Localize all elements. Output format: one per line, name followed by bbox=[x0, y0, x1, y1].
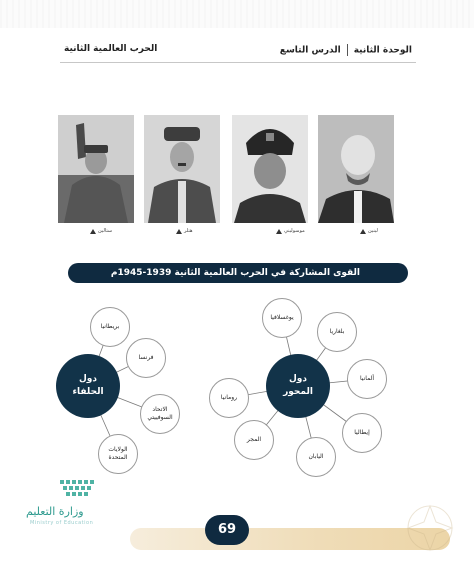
node-germany bbox=[347, 359, 387, 399]
node-label: الولايات bbox=[108, 446, 128, 453]
hub-allies-line1: دول bbox=[78, 374, 98, 384]
node-france bbox=[126, 338, 166, 378]
node-label: إيطاليا bbox=[354, 429, 370, 436]
node-yugoslavia bbox=[262, 298, 302, 338]
node-soviet-union bbox=[140, 394, 180, 434]
node-romania bbox=[209, 378, 249, 418]
node-label: المتحدة bbox=[108, 454, 128, 461]
node-bulgaria bbox=[317, 312, 357, 352]
ministry-logo-icon bbox=[22, 476, 132, 526]
hub-allies-line2: الحلفاء bbox=[72, 387, 104, 397]
hub-axis-line1: دول bbox=[288, 374, 308, 384]
hub-axis-line2: المحور bbox=[283, 387, 313, 397]
hub-axis bbox=[266, 354, 330, 418]
node-label: يوغسلافيا bbox=[270, 314, 294, 321]
caption-stalin-text: ستالين bbox=[98, 228, 113, 234]
header-unit: الوحدة الثانية bbox=[353, 45, 412, 56]
caption-lenin-text: لينين bbox=[368, 228, 378, 234]
node-label: الاتحاد bbox=[152, 406, 168, 413]
node-label: السوفييتي bbox=[147, 414, 173, 421]
node-label: بريطانيا bbox=[100, 323, 120, 330]
hub-allies bbox=[56, 354, 120, 418]
section-banner: القوى المشاركة في الحرب العالمية الثانية 1939-1945م bbox=[68, 263, 408, 283]
caption-hitler-text: هتلر bbox=[184, 228, 193, 234]
ministry-logo-text: وزارة التعليم bbox=[26, 505, 84, 518]
node-label: المجر bbox=[246, 436, 262, 443]
node-label: بلغاريا bbox=[329, 328, 345, 335]
header-lesson: الدرس التاسع bbox=[279, 45, 341, 56]
node-label: رومانيا bbox=[220, 394, 238, 401]
node-britain bbox=[90, 307, 130, 347]
ornament-icon bbox=[400, 498, 460, 558]
node-italy bbox=[342, 413, 382, 453]
page-number: 69 bbox=[205, 515, 249, 545]
ministry-logo-subtext: Ministry of Education bbox=[30, 520, 94, 526]
node-label: ألمانيا bbox=[359, 375, 375, 382]
node-united-states bbox=[98, 434, 138, 474]
node-japan bbox=[296, 437, 336, 477]
node-label: فرنسا bbox=[138, 354, 154, 361]
caption-mussolini-text: موسوليني bbox=[284, 228, 305, 234]
node-label: اليابان bbox=[308, 453, 324, 460]
node-hungary bbox=[234, 420, 274, 460]
header-topic: الحرب العالمية الثانية bbox=[64, 44, 158, 54]
